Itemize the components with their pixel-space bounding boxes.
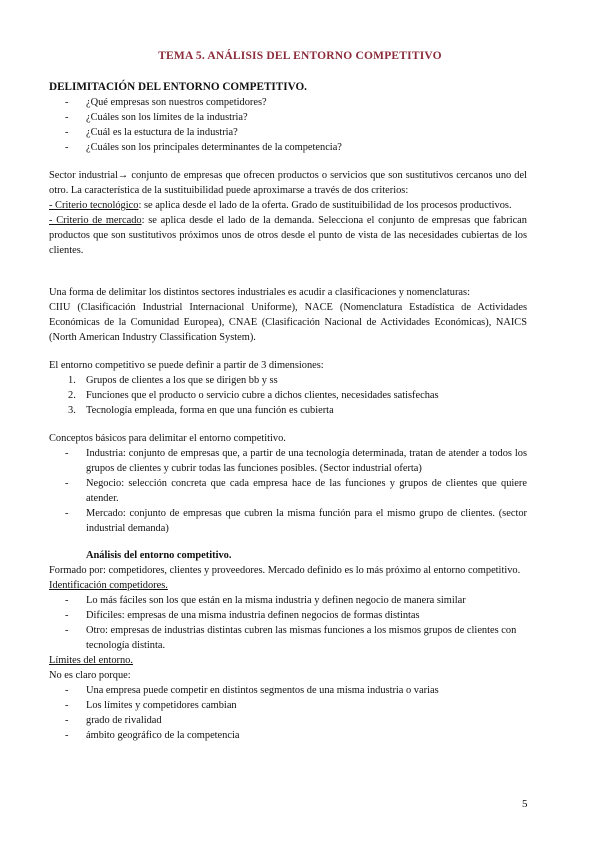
list-item: - Lo más fáciles son los que están en la misma industria y definen negocio de manera similar xyxy=(49,593,527,608)
conceptos-list xyxy=(49,446,527,536)
dimensiones-section xyxy=(49,358,527,418)
identificacion-list xyxy=(49,593,527,653)
list-item: - Otro: empresas de industrias distintas cubren las mismas funciones a los mismos grupos de clientes con tecnología distinta. xyxy=(49,623,527,653)
limites-heading: Límites del entorno. xyxy=(49,655,133,666)
conceptos-intro: Conceptos básicos para delimitar el entorno competitivo. xyxy=(49,433,286,444)
dimensiones-intro: El entorno competitivo se puede definir a partir de 3 dimensiones: xyxy=(49,360,324,371)
list-item: - ¿Cuál es la estuctura de la industria? xyxy=(49,125,527,140)
limites-list xyxy=(49,683,527,743)
questions-list xyxy=(49,95,527,155)
criterio-tecnologico xyxy=(49,198,527,213)
list-item: - Industria: conjunto de empresas que, a partir de una tecnología determinada, tratan de atender a todos los grupos de clientes y cubrir todas las funciones posibles. (Sector industrial oferta) xyxy=(49,446,527,476)
list-item: 2. Funciones que el producto o servicio cubre a dichos clientes, necesidades satisfechas xyxy=(68,390,439,401)
criterio-tecnologico-label: - Criterio tecnológico xyxy=(49,200,139,211)
list-item: - Los límites y competidores cambian xyxy=(49,698,527,713)
delimitacion-section xyxy=(49,80,527,155)
limites-intro: No es claro porque: xyxy=(49,670,131,681)
identificacion-heading: Identificación competidores. xyxy=(49,580,168,591)
analisis-section xyxy=(49,548,527,743)
list-item: 3. Tecnología empleada, forma en que una función es cubierta xyxy=(68,405,334,416)
analisis-heading: Análisis del entorno competitivo. xyxy=(86,550,232,561)
list-item: - ¿Cuáles son los principales determinantes de la competencia? xyxy=(49,140,527,155)
clasificaciones-section xyxy=(49,285,527,345)
list-item: - Una empresa puede competir en distintos segmentos de una misma industria o varias xyxy=(49,683,527,698)
criterio-mercado-label: - Criterio de mercado xyxy=(49,215,142,226)
criterio-mercado xyxy=(49,213,527,258)
sector-section xyxy=(49,168,527,258)
sector-intro: Sector industrial→ conjunto de empresas que ofrecen productos o servicios que son sustitutivos cercanos uno del otro. La característica de la sustituibilidad puede aproximarse a través de dos criterios: xyxy=(49,170,527,196)
analisis-formado: Formado por: competidores, clientes y proveedores. Mercado definido es lo más próximo al entorno competitivo. xyxy=(49,565,521,576)
criterio-tecnologico-text: : se aplica desde el lado de la oferta. Grado de sustituibilidad de los procesos productivos. xyxy=(138,200,512,211)
section-heading: DELIMITACIÓN DEL ENTORNO COMPETITIVO. xyxy=(49,81,307,93)
criterio-mercado-text: : se aplica desde el lado de la demanda. Selecciona el conjunto de empresas que fabrican productos que son sustitutivos próximos unos de otros desde el punto de vista de las necesidades cubiertas de los clientes. xyxy=(49,215,527,256)
list-item: - Negocio: selección concreta que cada empresa hace de las funciones y grupos de clientes que quiere atender. xyxy=(49,476,527,506)
dimensiones-list xyxy=(49,373,527,418)
page-number: 5 xyxy=(522,798,528,810)
list-item: 1. Grupos de clientes a los que se dirigen bb y ss xyxy=(68,375,278,386)
list-item: - grado de rivalidad xyxy=(49,713,527,728)
list-item: - Mercado: conjunto de empresas que cubren la misma función para el mismo grupo de clientes. (sector industrial demanda) xyxy=(49,506,527,536)
list-item: - Difíciles: empresas de una misma industria definen negocios de formas distintas xyxy=(49,608,527,623)
clasif-list: CIIU (Clasificación Industrial Internacional Uniforme), NACE (Nomenclatura Estadística de Actividades Económicas de la Comunidad Europea), CNAE (Clasificación Nacional de Actividades Económicas), NAICS (North American Industry Classification System). xyxy=(49,302,527,343)
list-item: - ¿Qué empresas son nuestros competidores? xyxy=(49,95,527,110)
list-item: - ámbito geográfico de la competencia xyxy=(49,728,527,743)
page-title: TEMA 5. ANÁLISIS DEL ENTORNO COMPETITIVO xyxy=(158,50,442,62)
clasif-intro: Una forma de delimitar los distintos sectores industriales es acudir a clasificaciones y nomenclaturas: xyxy=(49,287,470,298)
list-item: - ¿Cuáles son los límites de la industria? xyxy=(49,110,527,125)
conceptos-section xyxy=(49,431,527,536)
